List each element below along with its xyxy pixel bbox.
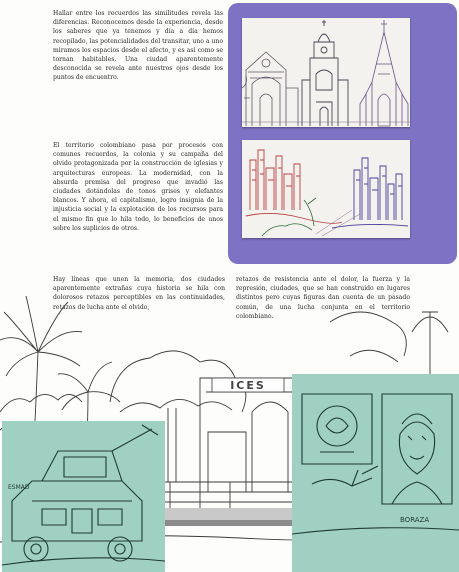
sticky-note-armored-truck [2,421,165,572]
skyline-sketch [242,140,410,238]
sticky-note-portrait [292,374,459,572]
note-left-caption: ESMAD [8,484,30,491]
paragraph-lineas-memoria: Hay líneas que unen la memoria, dos ciudades aparentemente extrañas cuya historia se hila con dolorosos retazos perceptibles en las continuidades, retazos de lucha ante el olvido, [53,276,225,311]
note-right-caption: BORAZA [400,516,430,524]
seal-portrait-drawing [292,374,459,572]
paragraph-resistencia: retazos de resistencia ante el dolor, la fuerza y la represión, ciudades, que se han construido en lugares distintos pero cuyas figuras dan cuenta de un pasado común, de una lucha conjunta en el territorio colombiano. [236,276,410,320]
skyline-drawing [242,140,410,238]
armored-truck-drawing [2,421,165,572]
paragraph-territorio: El territorio colombiano pasa por procesos con comunes recuerdos, la colonia y su campaña del olvido protagonizada por la construcción de iglesias y arquitecturas europeas. La modernidad, con la absurda premisa del progreso que invadió las ciudades dotándolas de tonos grises y elefantes blancos. Y ahora, el capitalismo, logro insignia de la injusticia social y la explotación de los recursos para el mismo fin que lo hila todo, lo beneficios de unos sobre los suplicios de otros. [53,142,223,232]
church-drawing [242,18,410,127]
building-sign-text: ICES [230,379,266,392]
paragraph-recuerdos: Hallar entre los recuerdos las similitudes revela las diferencias. Reconocemos desde la experiencia, desde los saberes que ya tenemos y día a día hemos recopilado, las potencialidades del transitar, uno a uno miramos los espacios desde el afecto, y es así como se tornan habitables. Una ciudad aparentemente desconocida se revela ante nuestros ojos desde los puntos de encuentro. [53,10,223,82]
church-sketch [242,18,410,127]
